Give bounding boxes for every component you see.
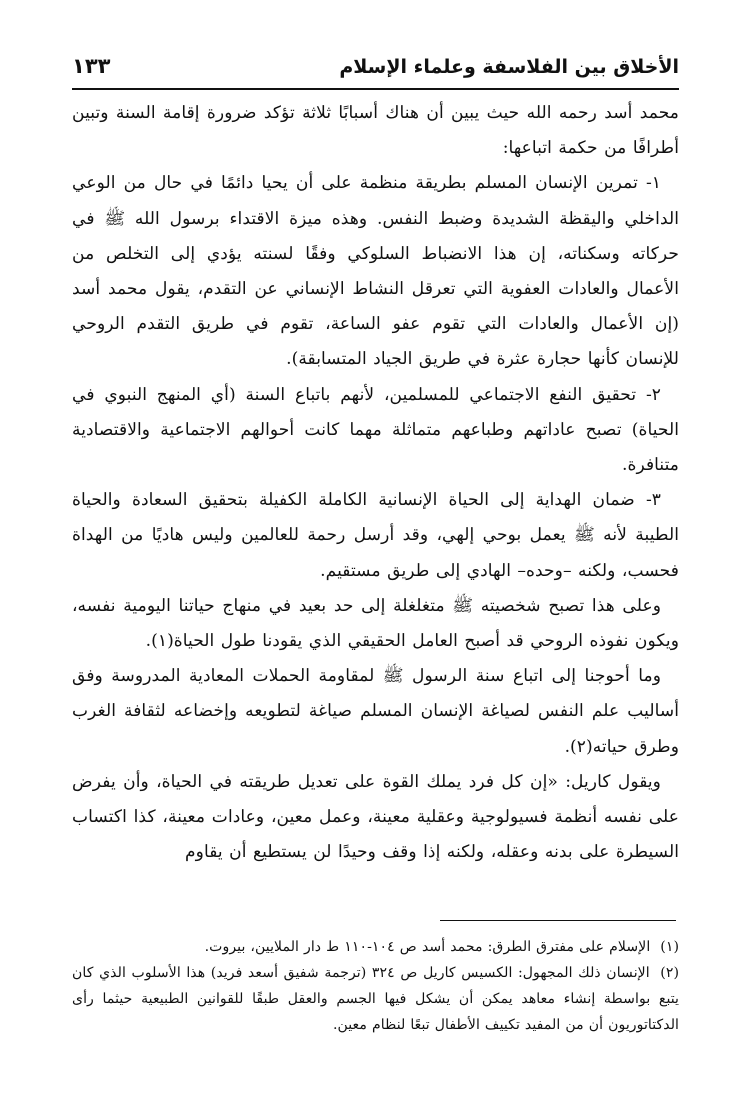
reason-2-paragraph: ٢- تحقيق النفع الاجتماعي للمسلمين، لأنهم باتباع السنة (أي المنهج النبوي في الحياة) تصبح عاداتهم وطباعهم متماثلة مهما كانت أحوالهم الاجتماعية والاقتصادية متنافرة. bbox=[72, 384, 679, 476]
reason-1-paragraph: ١- تمرين الإنسان المسلم بطريقة منظمة على أن يحيا دائمًا في حال من الوعي الداخلي واليقظة الشديدة وضبط النفس. وهذه ميزة الاقتداء برسول الله ﷺ في حركاته وسكناته، إن هذا الانضباط السلوكي وفقًا لسنته يؤدي إلى التخلص من الأعمال والعادات العفوية التي تعرقل النشاط الإنساني عن التقدم، يقول محمد أسد (إن الأعمال والعادات التي تقوم عفو الساعة، تقوم في طريق التقدم الروحي للإنسان كأنها حجارة عثرة في طريق الجياد المتسابقة). bbox=[72, 173, 679, 370]
footnote-1-mark: (١) bbox=[660, 939, 679, 955]
reason-3-paragraph: ٣- ضمان الهداية إلى الحياة الإنسانية الكاملة الكفيلة بتحقيق السعادة والحياة الطيبة لأنه ﷺ يعمل بوحي إلهي، وقد أرسل رحمة للعالمين وليس هاديًا من الهداة فحسب، ولكنه –وحده– الهادي إلى طريق مستقيم. bbox=[72, 490, 679, 581]
footnote-1 bbox=[72, 934, 679, 960]
footnote-divider bbox=[440, 920, 676, 921]
footnote-2-mark: (٢) bbox=[660, 965, 680, 981]
footnote-2 bbox=[72, 960, 679, 1038]
footnote-1-text: الإسلام على مفترق الطرق: محمد أسد ص ١٠٤-١١٠ ط دار الملايين، بيروت. bbox=[204, 939, 651, 955]
page-number: ١٣٣ bbox=[72, 54, 111, 78]
page-header bbox=[72, 52, 679, 90]
resistance-paragraph: وما أحوجنا إلى اتباع سنة الرسول ﷺ لمقاومة الحملات المعادية المدروسة وفق أساليب علم النفس لصياغة الإنسان المسلم صياغة لتطويعه وإخضاعه لثقافة الغرب وطرق حياته(٢). bbox=[72, 666, 679, 757]
carrel-quote-paragraph: ويقول كاريل: «إن كل فرد يملك القوة على تعديل طريقته في الحياة، وأن يفرض على نفسه أنظمة فسيولوجية وعقلية معينة، وعمل معين، وعادات معينة، كذا اكتساب السيطرة على بدنه وعقله، ولكنه إذا وقف وحيدًا لن يستطيع أن يقاوم bbox=[72, 771, 679, 863]
intro-paragraph: محمد أسد رحمه الله حيث يبين أن هناك أسبابًا ثلاثة تؤكد ضرورة إقامة السنة وتبين أطرافًا من حكمة اتباعها: bbox=[72, 103, 679, 159]
running-title: الأخلاق بين الفلاسفة وعلماء الإسلام bbox=[339, 56, 679, 78]
footnote-2-text: الإنسان ذلك المجهول: الكسيس كاريل ص ٣٢٤ (ترجمة شفيق أسعد فريد) هذا الأسلوب الذي كان يتبع بواسطة إنشاء معاهد يمكن أن يشكل فيها الجسم والعقل طبقًا للقوانين الطبيعية حيثما رأى الدكتاتوريون أن من المفيد تكييف الأطفال تبعًا لنظام معين. bbox=[72, 965, 679, 1033]
footnotes bbox=[72, 934, 679, 1038]
personality-paragraph: وعلى هذا تصبح شخصيته ﷺ متغلغلة إلى حد بعيد في منهاج حياتنا اليومية نفسه، ويكون نفوذه الروحي قد أصبح العامل الحقيقي الذي يقودنا طول الحياة(١). bbox=[72, 595, 679, 652]
main-text bbox=[72, 96, 679, 870]
